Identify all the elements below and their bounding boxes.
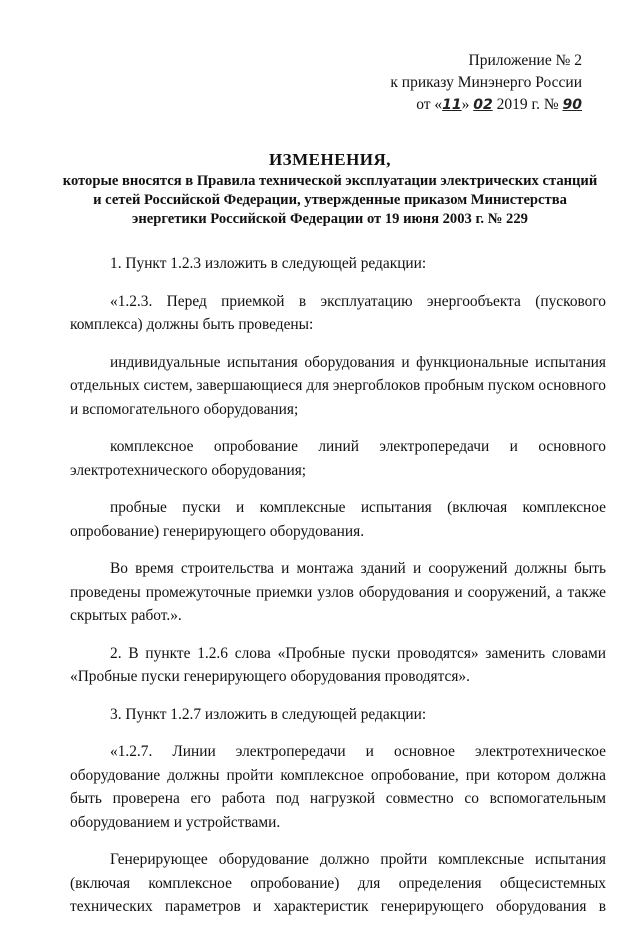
paragraph-6: Во время строительства и монтажа зданий и сооружений должны быть проведены промежуточные приемки узлов оборудования и сооружений, а также скрытых работ.». — [70, 560, 606, 624]
date-prefix: от « — [416, 96, 443, 113]
paragraph-10: Генерирующее оборудование должно пройти комплексные испытания (включая комплексное опробование) для определения общесистемных технических параметров и характеристик генерирующего оборудования в — [70, 851, 606, 915]
appendix-title: Приложение № 2 — [468, 52, 582, 69]
date-year: 2019 г. № — [492, 96, 563, 113]
document-body — [70, 252, 606, 933]
appendix-order-ref: к приказу Минэнерго России — [390, 74, 582, 91]
handwritten-number: 90 — [562, 97, 582, 113]
document-heading — [60, 148, 600, 229]
appendix-block — [390, 50, 582, 116]
handwritten-day: 11 — [442, 97, 462, 113]
paragraph-4: комплексное опробование линий электропередачи и основного электротехнического оборудования; — [70, 438, 606, 479]
heading-subtitle: которые вносятся в Правила технической эксплуатации электрических станций и сетей Российской Федерации, утвержденные приказом Министерства энергетики Российской Федерации от 19 июня 2003 г. № 229 — [62, 173, 598, 227]
paragraph-9: «1.2.7. Линии электропередачи и основное электротехническое оборудование должны пройти комплексное опробование, при котором должна быть проверена его работа под нагрузкой совместно со вспомогательным оборудованием и устройствами. — [70, 743, 606, 831]
date-sep: » — [461, 96, 474, 113]
paragraph-3: индивидуальные испытания оборудования и функциональные испытания отдельных систем, завершающиеся для энергоблоков пробным пуском основного и вспомогательного оборудования; — [70, 353, 606, 418]
paragraph-7: 2. В пункте 1.2.6 слова «Пробные пуски проводятся» заменить словами «Пробные пуски генерирующего оборудования проводятся». — [70, 644, 606, 685]
paragraph-8: 3. Пункт 1.2.7 изложить в следующей редакции: — [110, 705, 427, 723]
heading-title: ИЗМЕНЕНИЯ, — [268, 150, 392, 169]
paragraph-2: «1.2.3. Перед приемкой в эксплуатацию энергообъекта (пускового комплекса) должны быть проведены: — [70, 292, 606, 333]
paragraph-5: пробные пуски и комплексные испытания (включая комплексное опробование) генерирующего оборудования. — [70, 499, 606, 540]
handwritten-month: 02 — [473, 97, 493, 113]
paragraph-1: 1. Пункт 1.2.3 изложить в следующей редакции: — [110, 255, 427, 272]
appendix-date-line — [390, 94, 582, 116]
